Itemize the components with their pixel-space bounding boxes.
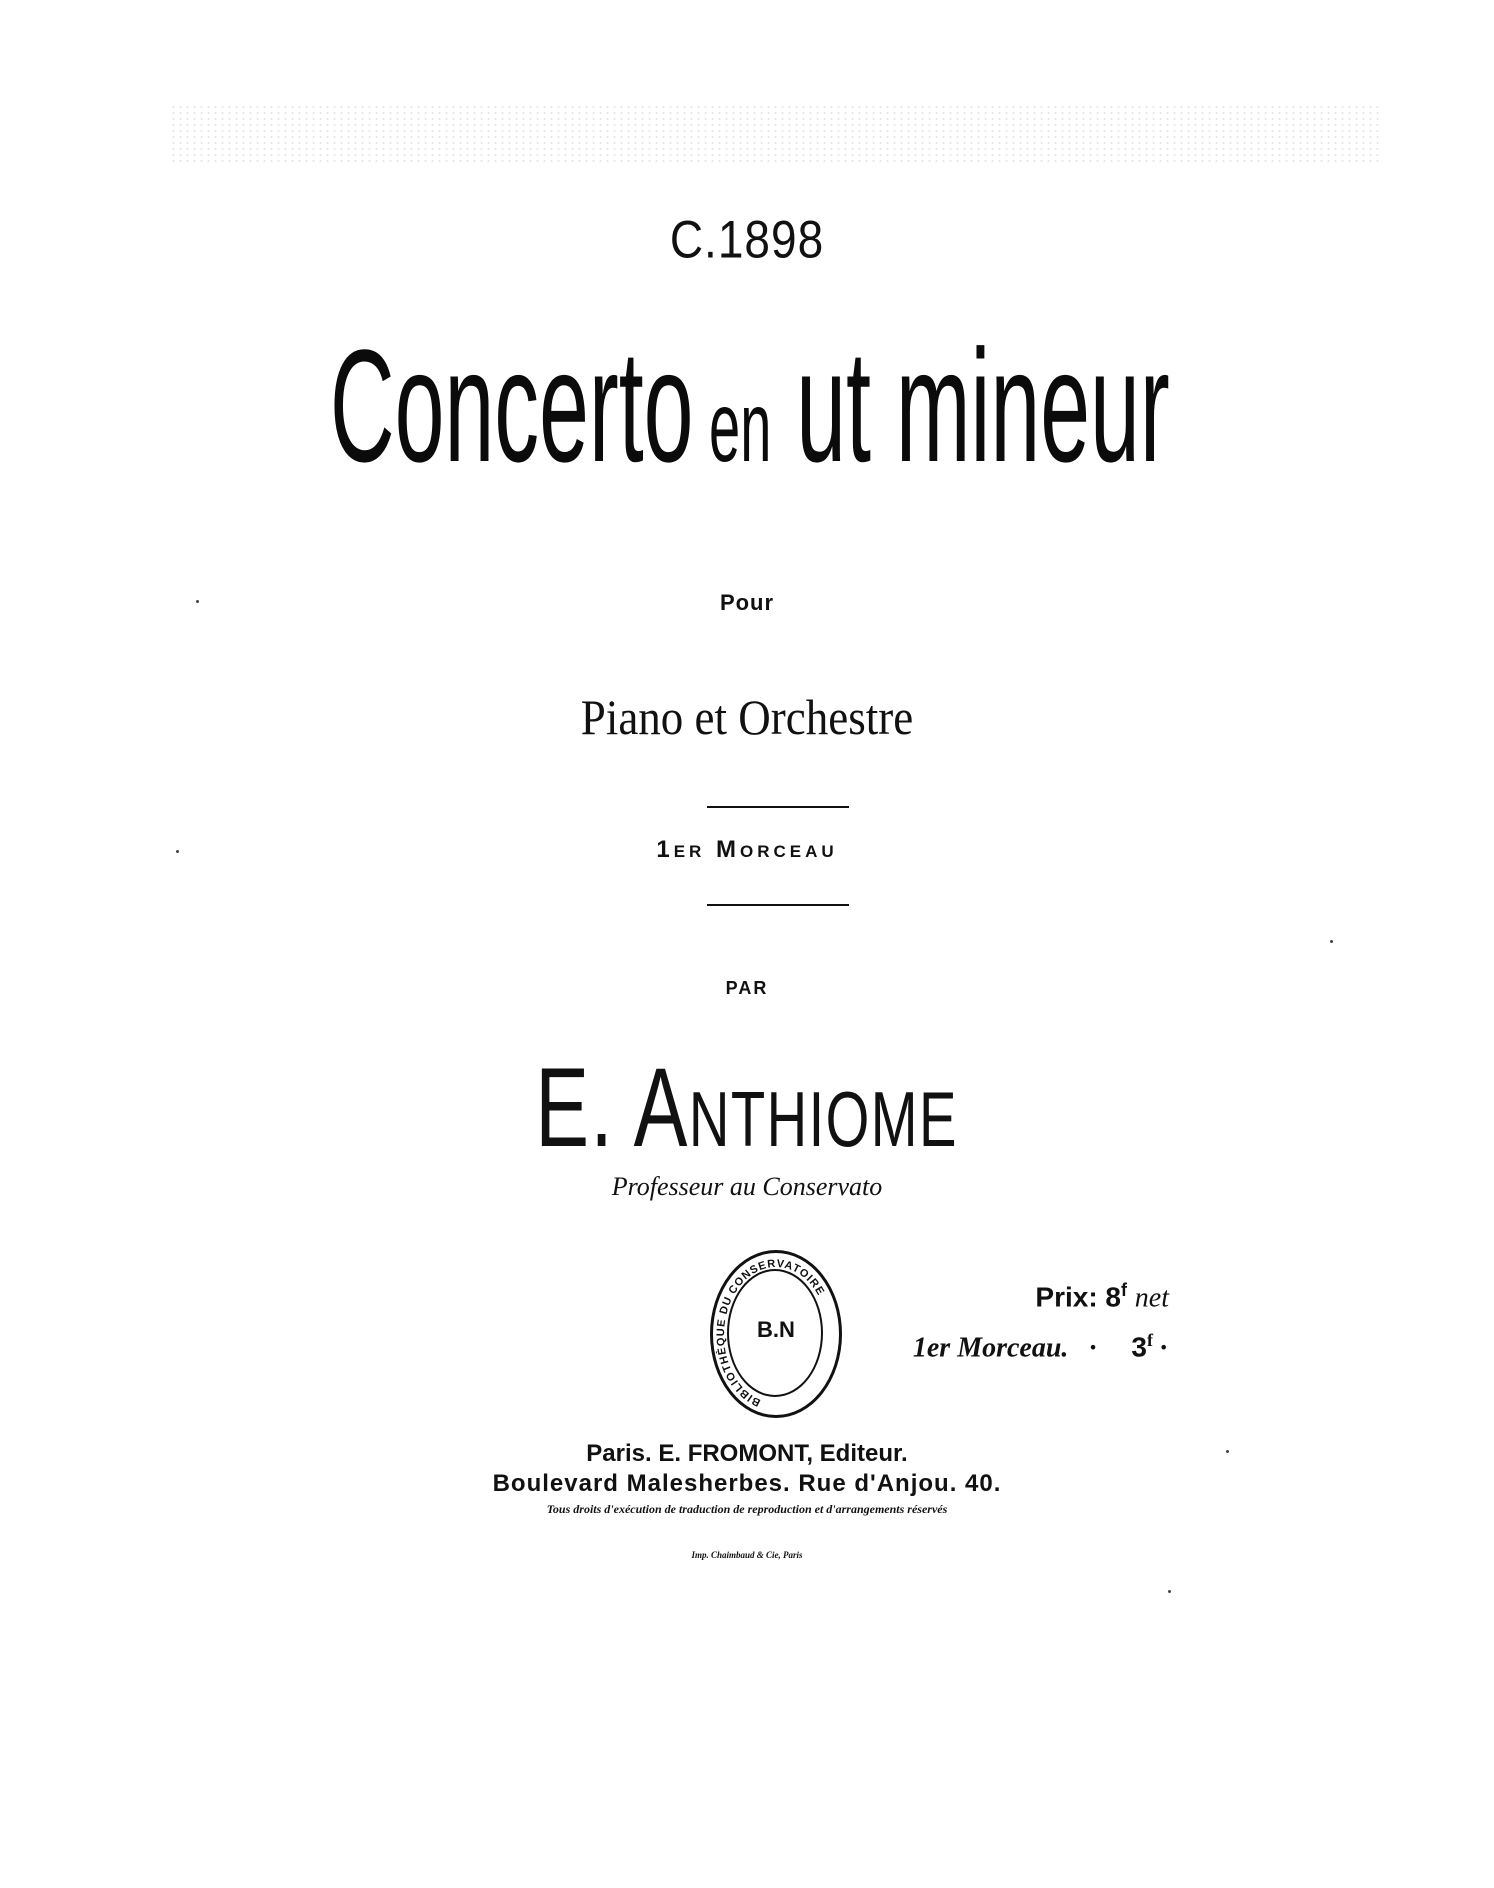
divider-top (707, 806, 849, 808)
title-part-en: en (709, 371, 772, 483)
pour-label: Pour (719, 590, 775, 615)
composer-position: Professeur au Conservato (611, 1172, 883, 1201)
scan-dot (1330, 940, 1333, 943)
price-full-value: 8 (1105, 1281, 1121, 1313)
divider-bottom (707, 904, 849, 906)
work-title (0, 316, 1494, 507)
price-full-label: Prix: (1035, 1281, 1098, 1313)
price-movement-suffix: · (1160, 1332, 1167, 1364)
title-part-key: ut mineur (796, 316, 1170, 495)
title-part-concerto: Concerto (329, 316, 694, 495)
composer-name-text: E. Anthiome (535, 1045, 959, 1170)
catalog-number: C.1898 (669, 209, 825, 269)
printer-credit: Imp. Chaimbaud & Cie, Paris (691, 1550, 803, 1560)
scan-dot (1168, 1590, 1171, 1593)
stamp-ring-label: BIBLIOTHÈQUE DU CONSERVATOIRE (714, 1257, 827, 1409)
publisher-line-2: Boulevard Malesherbes. Rue d'Anjou. 40. (492, 1470, 1002, 1497)
price-movement-dot: · (1089, 1332, 1097, 1364)
price-full-suffix: net (1134, 1282, 1169, 1314)
stamp-center-label: B.N (757, 1317, 795, 1342)
price-full (1035, 1280, 1169, 1314)
scan-speckle-band (170, 104, 1380, 164)
movement-label: 1er Morceau (656, 836, 838, 863)
price-movement (913, 1330, 1167, 1364)
publisher-line-1: Paris. E. FROMONT, Editeur. (586, 1440, 908, 1467)
composer-name (0, 1045, 1494, 1170)
price-movement-unit: f (1147, 1330, 1153, 1350)
price-movement-value: 3 (1131, 1331, 1147, 1363)
instrumentation: Piano et Orchestre (580, 689, 914, 745)
price-movement-label: 1er Morceau. (912, 1332, 1069, 1364)
price-full-unit: f (1121, 1280, 1127, 1300)
par-label: PAR (725, 978, 769, 998)
library-stamp (710, 1250, 842, 1418)
rights-notice: Tous droits d'exécution de traduction de reproduction et d'arrangements réservés (546, 1502, 948, 1516)
